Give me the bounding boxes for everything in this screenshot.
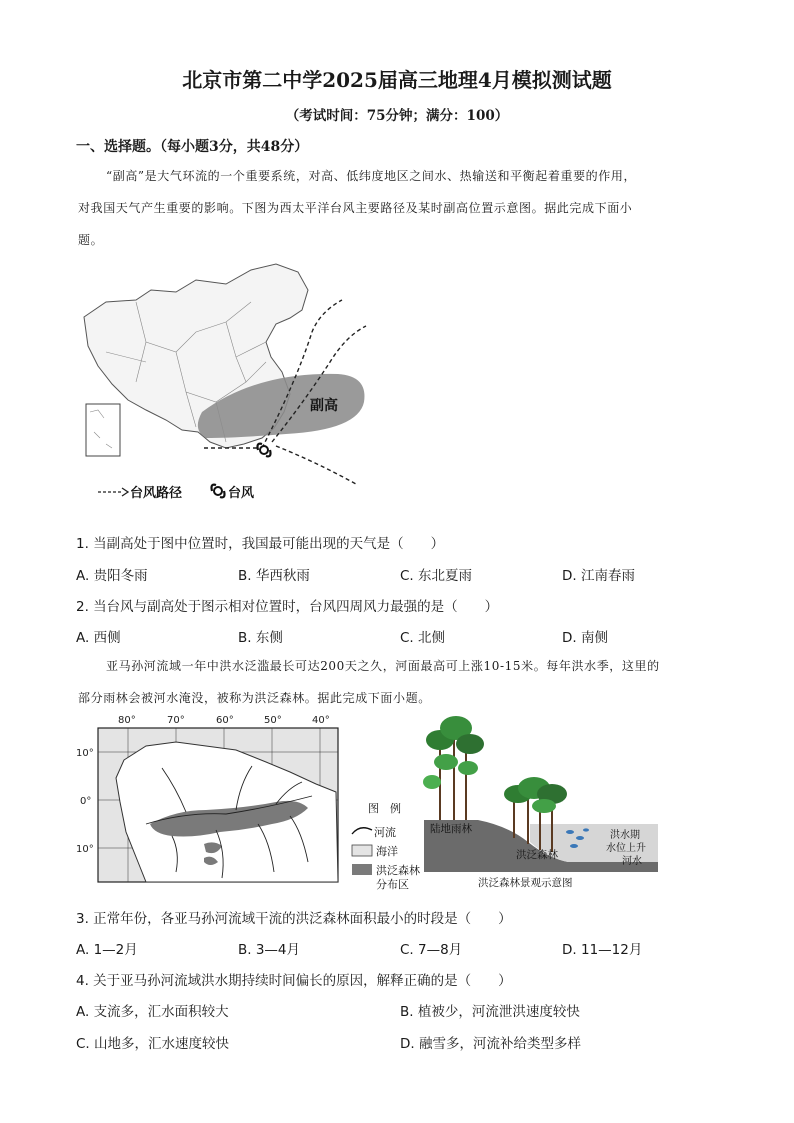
q3-option-d[interactable]: D. 11—12月 bbox=[562, 942, 643, 958]
lon-label: 60° bbox=[216, 715, 234, 726]
land-rainforest-label: 陆地雨林 bbox=[430, 823, 472, 835]
passage-1-line: 题。 bbox=[78, 233, 104, 247]
legend-forest-label-2: 分布区 bbox=[376, 878, 409, 891]
flood-forest-landscape-figure bbox=[418, 712, 664, 896]
lat-label: 0° bbox=[80, 796, 92, 807]
q2-option-d[interactable]: D. 南侧 bbox=[562, 630, 608, 646]
flooded-forest-label: 洪泛森林 bbox=[516, 849, 558, 861]
q2-option-b[interactable]: B. 东侧 bbox=[238, 630, 283, 646]
passage-1-line: 对我国天气产生重要的影响。下图为西太平洋台风主要路径及某时副高位置示意图。据此完成下面小 bbox=[78, 201, 633, 215]
q4-option-d[interactable]: D. 融雪多，河流补给类型多样 bbox=[400, 1036, 581, 1052]
legend-river-label: 河流 bbox=[374, 826, 396, 839]
q1-option-b[interactable]: B. 华西秋雨 bbox=[238, 568, 310, 584]
question-4-stem: 4. 关于亚马孙河流域洪水期持续时间偏长的原因，解释正确的是（ ） bbox=[76, 973, 512, 989]
passage-2-line: 部分雨林会被河水淹没，被称为洪泛森林。据此完成下面小题。 bbox=[78, 691, 431, 705]
figure-caption: 洪泛森林景观示意图 bbox=[478, 877, 573, 889]
page-title: 北京市第二中学2025届高三地理4月模拟测试题 bbox=[182, 68, 612, 92]
lon-label: 80° bbox=[118, 715, 136, 726]
lon-label: 50° bbox=[264, 715, 282, 726]
flood-period-label: 洪水期 bbox=[610, 830, 640, 841]
q3-option-b[interactable]: B. 3—4月 bbox=[238, 942, 301, 958]
lon-label: 70° bbox=[167, 715, 185, 726]
passage-2-line: 亚马孙河流域一年中洪水泛滥最长可达200天之久，河面最高可上涨10-15米。每年洪水季，这里的 bbox=[106, 659, 660, 673]
legend-typhoon-path-label: 台风路径 bbox=[130, 486, 183, 501]
question-1-stem: 1. 当副高处于图中位置时，我国最可能出现的天气是（ ） bbox=[76, 536, 445, 552]
q4-option-c[interactable]: C. 山地多，汇水速度较快 bbox=[76, 1036, 230, 1052]
q3-option-a[interactable]: A. 1—2月 bbox=[76, 942, 138, 958]
question-3-stem: 3. 正常年份，各亚马孙河流域干流的洪泛森林面积最小的时段是（ ） bbox=[76, 911, 512, 927]
q4-option-b[interactable]: B. 植被少，河流泄洪速度较快 bbox=[400, 1004, 580, 1020]
land-rainforest-trees bbox=[423, 716, 484, 820]
legend-typhoon-icon bbox=[212, 485, 225, 498]
river-water-label: 河水 bbox=[622, 856, 642, 867]
passage-1-line: “副高”是大气环流的一个重要系统，对高、低纬度地区之间水、热输送和平衡起着重要的作用， bbox=[106, 169, 637, 183]
q2-option-c[interactable]: C. 北侧 bbox=[400, 630, 446, 646]
lat-label: 10° bbox=[76, 748, 94, 759]
question-2-stem: 2. 当台风与副高处于图示相对位置时，台风四周风力最强的是（ ） bbox=[76, 599, 499, 615]
legend-typhoon-label: 台风 bbox=[228, 486, 255, 501]
legend-ocean-symbol bbox=[352, 845, 372, 856]
lat-label: 10° bbox=[76, 844, 94, 855]
section-heading: 一、选择题。（每小题3分，共48分） bbox=[76, 139, 309, 155]
q2-option-a[interactable]: A. 西侧 bbox=[76, 630, 121, 646]
water-rise-label: 水位上升 bbox=[606, 843, 646, 854]
q1-option-d[interactable]: D. 江南春雨 bbox=[562, 568, 635, 584]
typhoon-map-figure bbox=[76, 262, 376, 512]
subtropical-high-label: 副高 bbox=[310, 398, 338, 414]
amazon-map-figure bbox=[76, 712, 446, 892]
legend-forest-symbol bbox=[352, 864, 372, 875]
legend-forest-label: 洪泛森林 bbox=[376, 864, 420, 877]
lon-label: 40° bbox=[312, 715, 330, 726]
passage-2 bbox=[78, 650, 718, 714]
q3-option-c[interactable]: C. 7—8月 bbox=[400, 942, 463, 958]
typhoon-path-3 bbox=[276, 446, 356, 484]
typhoon-icon bbox=[258, 444, 271, 457]
q1-option-c[interactable]: C. 东北夏雨 bbox=[400, 568, 473, 584]
exam-info: （考试时间：75分钟；满分：100） bbox=[285, 108, 509, 124]
passage-1 bbox=[78, 160, 718, 256]
legend-title: 图 例 bbox=[368, 802, 401, 815]
q1-option-a[interactable]: A. 贵阳冬雨 bbox=[76, 568, 148, 584]
legend-river-symbol bbox=[352, 828, 372, 834]
legend-ocean-label: 海洋 bbox=[376, 845, 398, 858]
q4-option-a[interactable]: A. 支流多，汇水面积较大 bbox=[76, 1004, 229, 1020]
